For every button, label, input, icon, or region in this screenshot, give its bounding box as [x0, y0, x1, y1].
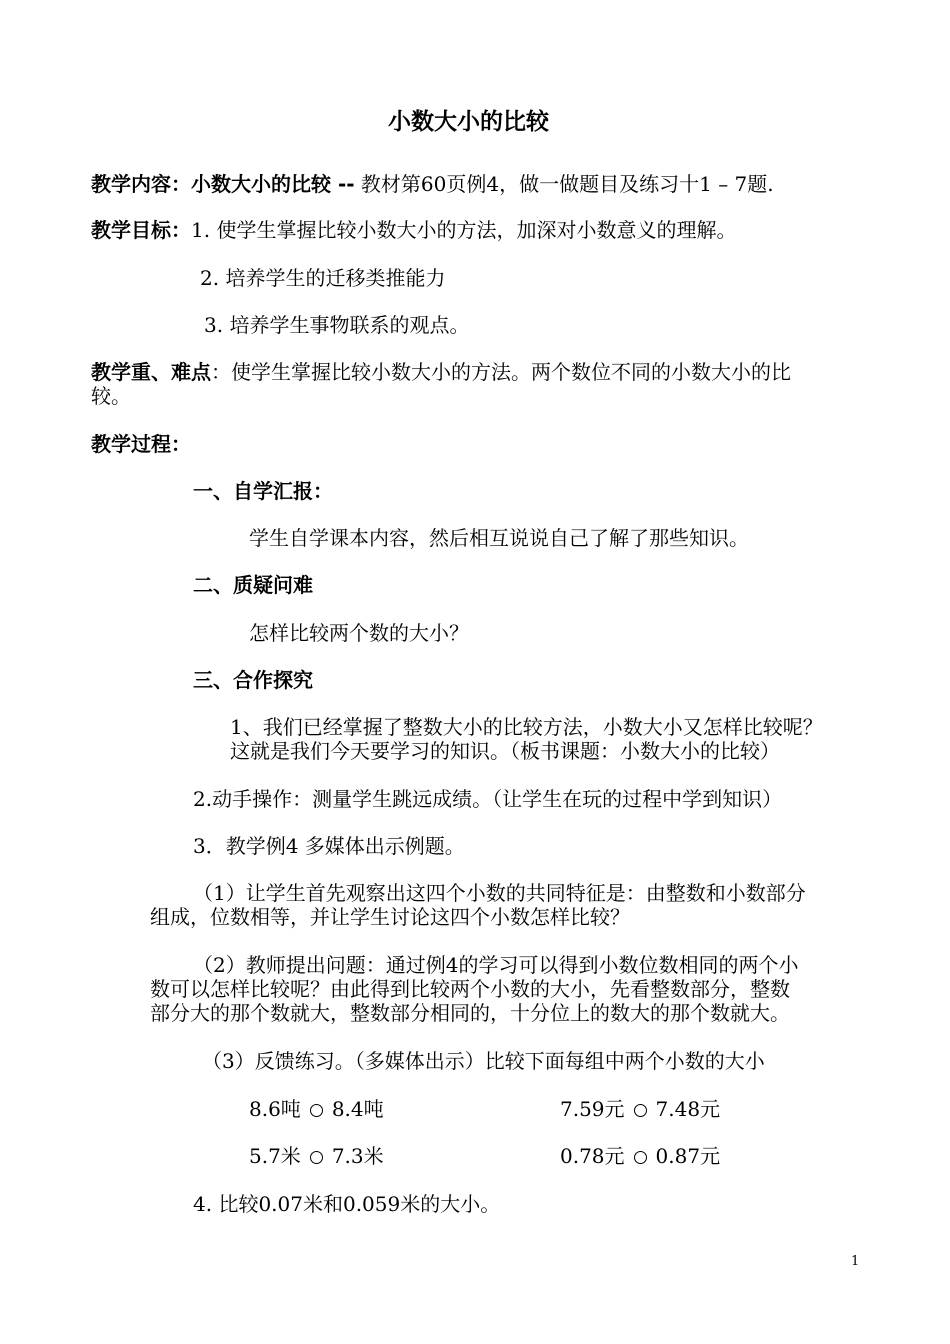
- paragraph-4-line-1: （1）让学生首先观察出这四个小数的共同特征是：由整数和小数部分: [193, 881, 806, 905]
- paragraph-1-line-2: 这就是我们今天要学习的知识。（板书课题：小数大小的比较）: [230, 739, 780, 763]
- paragraph-4-line-2: 组成，位数相等，并让学生讨论这四个小数怎样比较？: [150, 905, 630, 929]
- compare-circle-icon: [634, 1151, 647, 1164]
- exercise-1: [249, 1097, 384, 1121]
- content-label: 教学内容：: [91, 172, 191, 196]
- exercise-3: [249, 1144, 384, 1168]
- exercise-left-value: 8.6吨: [249, 1097, 301, 1121]
- paragraph-5-line-1: （2）教师提出问题：通过例4的学习可以得到小数位数相同的两个小: [193, 953, 799, 977]
- content-topic: 小数大小的比较 --: [191, 172, 355, 196]
- exercise-left-value: 0.78元: [560, 1144, 625, 1168]
- section-heading-1: 一、自学汇报：: [193, 479, 333, 503]
- exercise-right-value: 8.4吨: [331, 1097, 384, 1121]
- exercise-right-value: 7.3米: [331, 1144, 384, 1168]
- content-text: 教材第60页例4，做一做题目及练习十1 – 7题.: [354, 172, 774, 196]
- page-title: 小数大小的比较: [388, 109, 549, 135]
- key-points-text-cont: 较。: [91, 384, 131, 408]
- paragraph-7: 4. 比较0.07米和0.059米的大小。: [193, 1192, 501, 1216]
- key-points-line: [91, 360, 791, 384]
- compare-circle-icon: [634, 1104, 647, 1117]
- paragraph-2: 2.动手操作：测量学生跳远成绩。（让学生在玩的过程中学到知识）: [193, 787, 783, 811]
- page-number: 1: [851, 1254, 860, 1269]
- exercise-4: [560, 1144, 720, 1168]
- compare-circle-icon: [310, 1104, 323, 1117]
- goal-item-3: 3. 培养学生事物联系的观点。: [204, 313, 470, 337]
- content-line: [91, 172, 774, 196]
- paragraph-5-line-2: 数可以怎样比较呢？由此得到比较两个小数的大小，先看整数部分，整数: [150, 977, 790, 1001]
- process-label: 教学过程：: [91, 432, 191, 456]
- section-text-1: 学生自学课本内容，然后相互说说自己了解了那些知识。: [249, 526, 749, 550]
- goal-item-1: 1. 使学生掌握比较小数大小的方法，加深对小数意义的理解。: [191, 218, 737, 242]
- paragraph-1-line-1: 1、我们已经掌握了整数大小的比较方法，小数大小又怎样比较呢？: [230, 715, 823, 739]
- section-heading-2: 二、质疑问难: [193, 573, 313, 597]
- goals-label: 教学目标：: [91, 218, 191, 242]
- paragraph-6: （3）反馈练习。（多媒体出示）比较下面每组中两个小数的大小: [202, 1049, 765, 1073]
- compare-circle-icon: [310, 1151, 323, 1164]
- paragraph-5-line-3: 部分大的那个数就大，整数部分相同的，十分位上的数大的那个数就大。: [150, 1001, 790, 1025]
- key-points-label: 教学重、难点: [91, 360, 211, 384]
- exercise-left-value: 7.59元: [560, 1097, 625, 1121]
- exercise-left-value: 5.7米: [249, 1144, 301, 1168]
- section-heading-3: 三、合作探究: [193, 668, 313, 692]
- key-points-text: ：使学生掌握比较小数大小的方法。两个数位不同的小数大小的比: [211, 360, 791, 384]
- exercise-right-value: 7.48元: [655, 1097, 721, 1121]
- exercise-right-value: 0.87元: [655, 1144, 721, 1168]
- goals-line: [91, 218, 736, 242]
- exercise-2: [560, 1097, 720, 1121]
- goal-item-2: 2. 培养学生的迁移类推能力: [200, 266, 446, 290]
- section-text-2: 怎样比较两个数的大小？: [249, 621, 469, 645]
- paragraph-3: 3．教学例4 多媒体出示例题。: [193, 834, 465, 858]
